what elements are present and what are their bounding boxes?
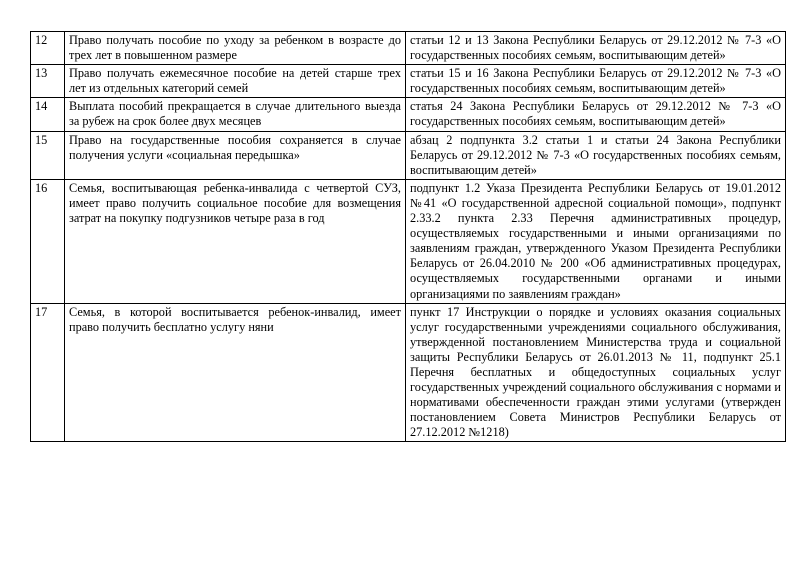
row-number: 12 xyxy=(31,32,65,65)
table-row xyxy=(31,98,786,131)
table-row xyxy=(31,65,786,98)
right-description: Право на государственные пособия сохраняется в случае получения услуги «социальная передышка» xyxy=(65,131,406,179)
row-number: 15 xyxy=(31,131,65,179)
legal-source: пункт 17 Инструкции о порядке и условиях оказания социальных услуг государственными учреждениями социального обслуживания, утвержденной постановлением Министерства труда и социальной защиты Республики Беларусь от 26.01.2013 № 11, подпункт 25.1 Перечня бесплатных и общедоступных социальных услуг государственных учреждений социального обслуживания с нормами и нормативами обеспеченности граждан этими услугами (утвержден постановлением Совета Министров Республики Беларусь от 27.12.2012 №1218) xyxy=(406,303,786,442)
row-number: 17 xyxy=(31,303,65,442)
legal-source: абзац 2 подпункта 3.2 статьи 1 и статьи 24 Закона Республики Беларусь от 29.12.2012 № 7-3 «О государственных пособиях семьям, воспитывающим детей» xyxy=(406,131,786,179)
row-number: 14 xyxy=(31,98,65,131)
table-row xyxy=(31,32,786,65)
legal-source: статьи 12 и 13 Закона Республики Беларусь от 29.12.2012 № 7-3 «О государственных пособиях семьям, воспитывающим детей» xyxy=(406,32,786,65)
legal-source: статья 24 Закона Республики Беларусь от 29.12.2012 № 7-3 «О государственных пособиях семьям, воспитывающим детей» xyxy=(406,98,786,131)
right-description: Право получать пособие по уходу за ребенком в возрасте до трех лет в повышенном размере xyxy=(65,32,406,65)
right-description: Семья, воспитывающая ребенка-инвалида с четвертой СУЗ, имеет право получить социальное пособие для возмещения затрат на покупку подгузников четыре раза в год xyxy=(65,179,406,303)
table-row xyxy=(31,131,786,179)
benefits-table xyxy=(30,31,786,442)
row-number: 13 xyxy=(31,65,65,98)
table-row xyxy=(31,303,786,442)
table-row xyxy=(31,179,786,303)
row-number: 16 xyxy=(31,179,65,303)
right-description: Выплата пособий прекращается в случае длительного выезда за рубеж на срок более двух месяцев xyxy=(65,98,406,131)
legal-source: статьи 15 и 16 Закона Республики Беларусь от 29.12.2012 № 7-3 «О государственных пособиях семьям, воспитывающим детей» xyxy=(406,65,786,98)
right-description: Право получать ежемесячное пособие на детей старше трех лет из отдельных категорий семей xyxy=(65,65,406,98)
right-description: Семья, в которой воспитывается ребенок-инвалид, имеет право получить бесплатно услугу няни xyxy=(65,303,406,442)
legal-source: подпункт 1.2 Указа Президента Республики Беларусь от 19.01.2012 №41 «О государственной адресной социальной помощи», подпункт 2.33.2 пункта 2.33 Перечня административных процедур, осуществляемых государственными и иными организациями по заявлениям граждан, утвержденного Указом Президента Республики Беларусь от 26.04.2010 № 200 «Об административных процедурах, осуществляемых государственными органами и иными организациями по заявлениям граждан» xyxy=(406,179,786,303)
